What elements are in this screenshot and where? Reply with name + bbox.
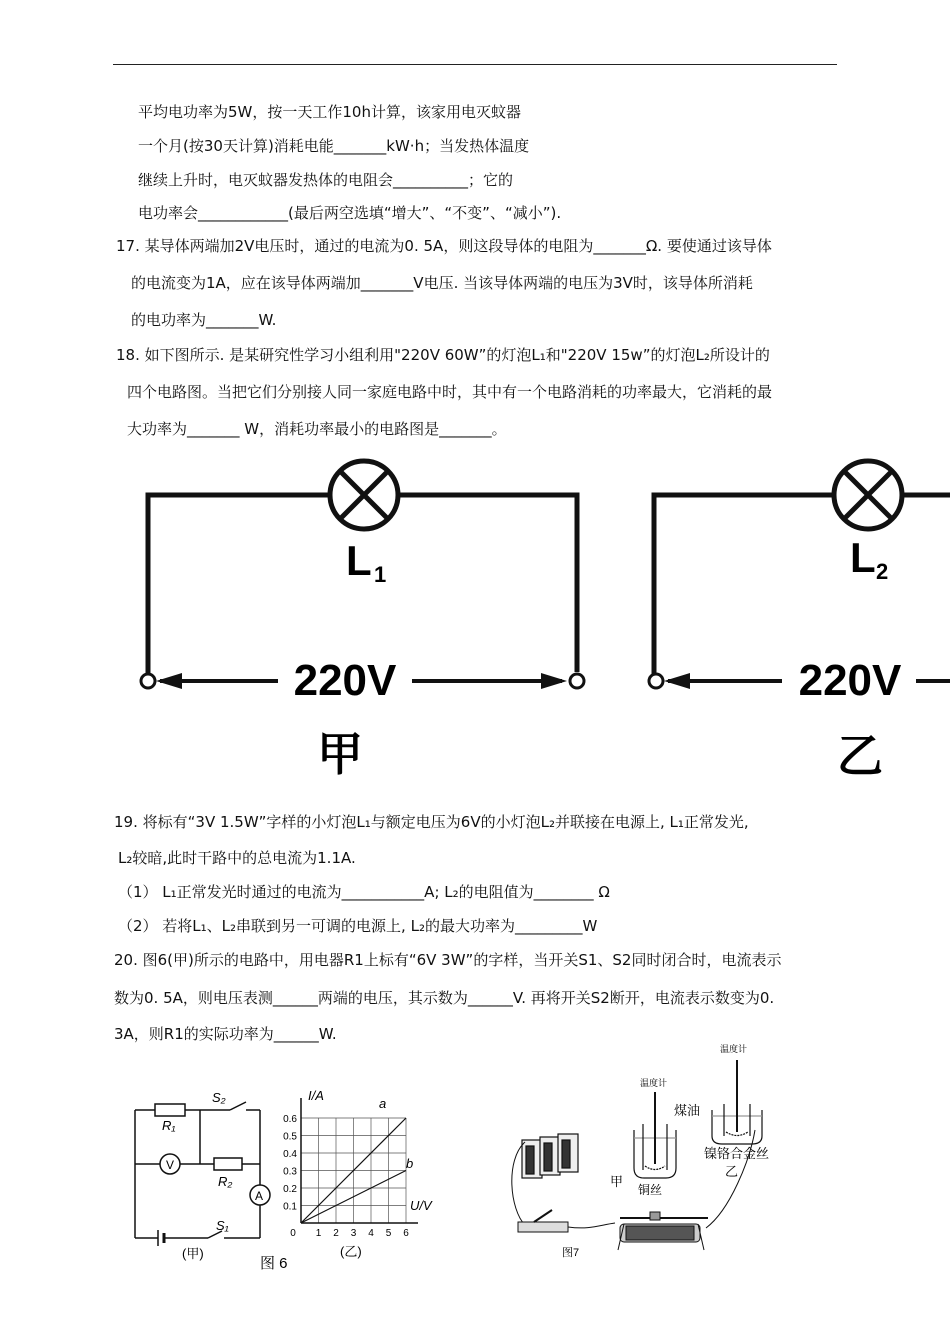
lamp-l2-icon [834, 461, 902, 529]
fig6-xtick-label: 2 [333, 1228, 339, 1239]
fig6-caption-jia: (甲) [182, 1246, 204, 1261]
q17-line1: 17. 某导体两端加2V电压时，通过的电流为0. 5A，则这段导体的电阻为_______Ω. 要使通过该导体 [116, 237, 772, 255]
fig7-copper-label: 铜丝 [638, 1183, 663, 1197]
circuit-yi [649, 461, 950, 782]
q18-line1: 18. 如下图所示. 是某研究性学习小组利用"220V 60W”的灯泡L₁和"220V 15w”的灯泡L₂所设计的 [116, 346, 770, 364]
fig6-s1-label: S₁ [216, 1218, 229, 1233]
fig6-ytick-label: 0.1 [283, 1201, 297, 1213]
fig7-yi-label: 乙 [725, 1164, 739, 1179]
terminal-left-yi [649, 674, 663, 688]
battery-icon [522, 1134, 578, 1178]
fig6-ytick-label: 0.2 [283, 1184, 297, 1195]
fig6-xtick-label: 4 [368, 1228, 374, 1239]
fig6-ytick-label: 0.4 [283, 1149, 297, 1160]
fig6-r2-label: R₂ [218, 1174, 233, 1189]
fig6-ytick-label: 0.6 [283, 1114, 297, 1125]
fig6-xlabel: U/V [410, 1198, 432, 1213]
q16-line1: 平均电功率为5W，按一天工作10h计算，该家用电灭蚊器 [138, 103, 521, 121]
fig6-caption-yi: (乙) [340, 1244, 362, 1259]
beaker-jia-icon [634, 1092, 676, 1178]
fig6-voltmeter-label: V [166, 1158, 175, 1172]
lamp-l1-icon [330, 461, 398, 529]
header-rule [113, 64, 837, 65]
figure-7 [500, 1040, 800, 1270]
fig7-thermometer-label-2: 温度计 [720, 1044, 748, 1054]
fig6-line-a-label: a [379, 1096, 387, 1111]
fig6-circuit [135, 1102, 270, 1246]
q16-line4: 电功率会____________(最后两空选填“增大”、“不变”、“减小”). [138, 204, 562, 222]
fig7-nichrome-label: 镍铬合金丝 [704, 1146, 770, 1161]
voltage-label-yi: 220V [798, 656, 902, 705]
fig6-xtick-label: 5 [385, 1228, 392, 1239]
fig6-r1-label: R₁ [162, 1118, 176, 1133]
fig6-ammeter-label: A [255, 1189, 264, 1203]
fig6-xtick-label: 3 [350, 1228, 357, 1239]
q18-line2: 四个电路图。当把它们分别接人同一家庭电路中时，其中有一个电路消耗的功率最大，它消耗的最 [127, 383, 773, 401]
voltage-label-jia: 220V [293, 656, 397, 705]
rheostat-icon [618, 1212, 708, 1250]
q16-line3: 继续上升时，电灭蚊器发热体的电阻会__________；它的 [138, 171, 514, 189]
fig6-xtick-label: 6 [403, 1228, 409, 1239]
fig6-line-b-label: b [406, 1156, 414, 1171]
fig6-title: 图 6 [260, 1255, 288, 1272]
fig7-kerosene-label: 煤油 [674, 1103, 701, 1118]
q20-line1: 20. 图6(甲)所示的电路中，用电器R1上标有“6V 3W”的字样，当开关S1、S2同时闭合时，电流表示 [114, 951, 782, 969]
fig6-graph [283, 1088, 433, 1239]
fig6-xtick-label: 1 [315, 1228, 322, 1239]
terminal-left [141, 674, 155, 688]
caption-jia: 甲 [317, 728, 363, 780]
q20-line2: 数为0. 5A，则电压表测______两端的电压，其示数为______V. 再将开关S2断开，电流表示数变为0. [114, 989, 775, 1007]
circuit-diagrams [0, 450, 950, 790]
q19-sub2: （2） 若将L₁、L₂串联到另一可调的电源上, L₂的最大功率为_________W [118, 917, 598, 935]
q19-line2: L₂较暗,此时干路中的总电流为1.1A. [118, 849, 356, 867]
fig7-title: 图7 [562, 1247, 580, 1259]
figure-6 [120, 1080, 440, 1280]
fig6-ylabel: I/A [308, 1088, 324, 1103]
lamp-l1-subscript: 1 [374, 562, 387, 587]
q17-line3: 的电功率为_______W. [131, 311, 277, 329]
arrow-left-icon [156, 673, 182, 689]
terminal-right [570, 674, 584, 688]
fig7-jia-label: 甲 [610, 1174, 624, 1189]
switch-icon [518, 1210, 568, 1232]
circuit-jia [141, 461, 584, 780]
fig6-ytick-label: 0.3 [283, 1166, 297, 1178]
lamp-l2-subscript: 2 [876, 559, 889, 584]
fig7-thermometer-label-1: 温度计 [640, 1078, 668, 1088]
q16-line2: 一个月(按30天计算)消耗电能_______kW·h；当发热体温度 [138, 137, 530, 155]
arrow-left-yi-icon [664, 673, 690, 689]
fig6-ytick-label: 0.5 [283, 1131, 297, 1143]
q17-line2: 的电流变为1A，应在该导体两端加_______V电压. 当该导体两端的电压为3V时，该导体所消耗 [131, 274, 753, 292]
fig6-xtick-label: 0 [290, 1228, 296, 1239]
caption-yi: 乙 [837, 730, 883, 782]
q19-line1: 19. 将标有“3V 1.5W”字样的小灯泡L₁与额定电压为6V的小灯泡L₂并联接在电源上, L₁正常发光, [114, 813, 749, 831]
q20-line3: 3A，则R1的实际功率为______W. [114, 1025, 337, 1043]
lamp-l1-label: L [346, 537, 372, 584]
q19-sub1: （1） L₁正常发光时通过的电流为___________A; L₂的电阻值为________ Ω [118, 883, 610, 901]
fig6-s2-label: S₂ [212, 1090, 226, 1105]
lamp-l2-label: L [850, 534, 876, 581]
q18-line3: 大功率为_______ W，消耗功率最小的电路图是_______。 [127, 420, 507, 438]
arrow-right-icon [541, 673, 567, 689]
